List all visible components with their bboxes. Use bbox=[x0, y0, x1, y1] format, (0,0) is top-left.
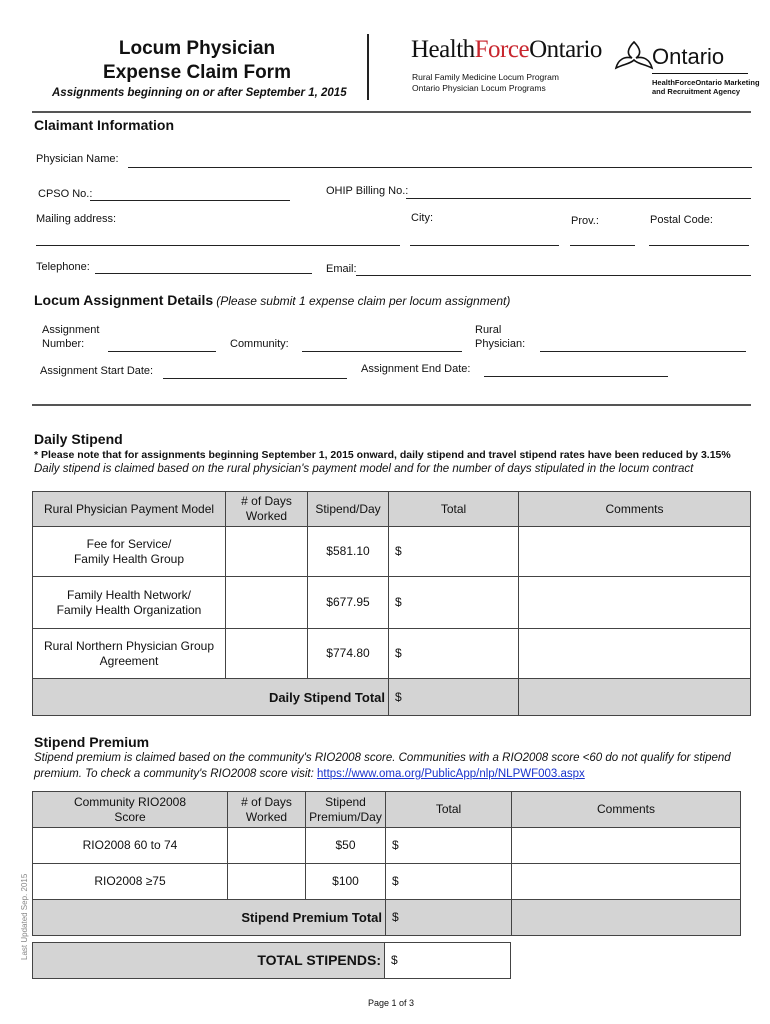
total-input[interactable]: $ bbox=[389, 527, 519, 577]
daily-stipend-total-row bbox=[33, 679, 751, 716]
ohip-label: OHIP Billing No.: bbox=[326, 185, 409, 197]
trillium-icon bbox=[614, 38, 654, 74]
model-line-1: Fee for Service/ bbox=[86, 536, 172, 551]
community-label: Community: bbox=[230, 338, 289, 350]
daily-stipend-total-input[interactable]: $ bbox=[389, 679, 519, 716]
city-field[interactable] bbox=[410, 245, 559, 246]
col-comments: Comments bbox=[512, 792, 741, 828]
premium-total-row bbox=[33, 900, 741, 936]
comments-input[interactable] bbox=[519, 527, 751, 577]
note-line-2-text: premium. To check a community's RIO2008 score visit: bbox=[34, 768, 317, 780]
assignment-heading-note: (Please submit 1 expense claim per locum assignment) bbox=[216, 294, 511, 308]
assignment-number-line-1: Assignment bbox=[42, 324, 100, 336]
model-line-2: Family Health Group bbox=[73, 551, 185, 566]
assignment-heading-wrap bbox=[34, 292, 510, 308]
last-updated-note: Last Updated Sep. 2015 bbox=[20, 873, 29, 960]
col-premium-day bbox=[306, 792, 386, 828]
ontario-logo-text: Ontario bbox=[652, 44, 725, 69]
agency-name bbox=[652, 78, 760, 96]
form-subtitle: Assignments beginning on or after September 1, 2015 bbox=[52, 87, 347, 99]
email-label: Email: bbox=[326, 263, 357, 275]
premium-total-input[interactable]: $ bbox=[386, 900, 512, 936]
days-worked-input[interactable] bbox=[226, 629, 308, 679]
assignment-number-label bbox=[42, 323, 99, 351]
end-date-label: Assignment End Date: bbox=[361, 363, 471, 375]
title-line-2: Expense Claim Form bbox=[103, 62, 291, 83]
start-date-label: Assignment Start Date: bbox=[40, 365, 154, 377]
logo-ontario-text: Ontario bbox=[529, 36, 602, 63]
table-row bbox=[33, 527, 751, 577]
premium-total-filler bbox=[512, 900, 741, 936]
model-line-2: Family Health Organization bbox=[56, 602, 202, 617]
col-rio-score bbox=[33, 792, 228, 828]
days-worked-input[interactable] bbox=[226, 577, 308, 629]
col-days-line-1: # of Days bbox=[241, 494, 292, 508]
program-line-1: Rural Family Medicine Locum Program bbox=[412, 72, 559, 82]
model-line-1: Family Health Network/ bbox=[66, 587, 192, 602]
cpso-field[interactable] bbox=[90, 200, 290, 201]
claimant-heading: Claimant Information bbox=[34, 117, 175, 133]
rate-reduction-note: * Please note that for assignments beginning September 1, 2015 onward, daily stipend and travel stipend rates have been reduced by 3.15% bbox=[34, 449, 731, 461]
logo-force-text: Force bbox=[474, 36, 530, 63]
daily-stipend-total-label: Daily Stipend Total bbox=[33, 679, 389, 716]
payment-model-cell bbox=[33, 527, 226, 577]
cpso-label: CPSO No.: bbox=[38, 188, 93, 200]
email-field[interactable] bbox=[356, 275, 751, 276]
model-line-2: Agreement bbox=[99, 653, 159, 668]
col-comments: Comments bbox=[519, 492, 751, 527]
assignment-number-field[interactable] bbox=[108, 351, 216, 352]
grand-total-input[interactable]: $ bbox=[385, 943, 511, 979]
prov-label: Prov.: bbox=[571, 215, 599, 227]
assignment-heading: Locum Assignment Details bbox=[34, 292, 214, 308]
mailing-address-label: Mailing address: bbox=[36, 213, 117, 225]
ontario-logo-rule bbox=[652, 73, 748, 74]
program-names bbox=[412, 72, 559, 94]
title-line-1: Locum Physician bbox=[118, 38, 276, 59]
rio-score-cell: RIO2008 ≥75 bbox=[33, 864, 228, 900]
stipend-section-rule bbox=[32, 404, 751, 406]
table-row bbox=[33, 577, 751, 629]
community-field[interactable] bbox=[302, 351, 462, 352]
stipend-premium-heading: Stipend Premium bbox=[34, 734, 150, 750]
assignment-number-line-2: Number: bbox=[42, 338, 85, 350]
program-line-2: Ontario Physician Locum Programs bbox=[412, 83, 546, 93]
rate-cell: $677.95 bbox=[308, 577, 389, 629]
col-rio-line-2: Score bbox=[114, 809, 146, 824]
col-stipend-day: Stipend/Day bbox=[308, 492, 389, 527]
page-number: Page 1 of 3 bbox=[368, 998, 415, 1008]
stipend-premium-note-line-2 bbox=[34, 768, 585, 780]
col-days-line-1: # of Days bbox=[241, 794, 292, 809]
rate-cell: $100 bbox=[306, 864, 386, 900]
payment-model-cell bbox=[33, 577, 226, 629]
col-total: Total bbox=[389, 492, 519, 527]
rural-physician-line-1: Rural bbox=[475, 324, 502, 336]
col-rio-line-1: Community RIO2008 bbox=[73, 794, 187, 809]
rio-score-cell: RIO2008 60 to 74 bbox=[33, 828, 228, 864]
city-label: City: bbox=[411, 212, 433, 224]
rate-cell: $581.10 bbox=[308, 527, 389, 577]
grand-total-table bbox=[32, 942, 511, 979]
col-total: Total bbox=[386, 792, 512, 828]
col-payment-model: Rural Physician Payment Model bbox=[33, 492, 226, 527]
agency-line-2: and Recruitment Agency bbox=[652, 87, 741, 96]
agency-line-1: HealthForceOntario Marketing bbox=[652, 78, 760, 87]
col-days-worked bbox=[226, 492, 308, 527]
col-premium-line-2: Premium/Day bbox=[309, 809, 382, 824]
physician-name-field[interactable] bbox=[128, 167, 752, 168]
rural-physician-line-2: Physician: bbox=[475, 338, 526, 350]
claimant-section-rule bbox=[32, 111, 751, 113]
model-line-1: Rural Northern Physician Group bbox=[43, 638, 215, 653]
table-row bbox=[33, 828, 741, 864]
total-input[interactable]: $ bbox=[389, 629, 519, 679]
form-title bbox=[92, 37, 302, 85]
comments-input[interactable] bbox=[519, 577, 751, 629]
grand-total-row bbox=[33, 943, 511, 979]
col-days-worked bbox=[228, 792, 306, 828]
postal-code-field[interactable] bbox=[649, 245, 749, 246]
ohip-field[interactable] bbox=[406, 198, 751, 199]
daily-stipend-header-row bbox=[33, 492, 751, 527]
table-row bbox=[33, 629, 751, 679]
rate-cell: $50 bbox=[306, 828, 386, 864]
premium-header-row bbox=[33, 792, 741, 828]
prov-field[interactable] bbox=[570, 245, 635, 246]
healthforceontario-logo bbox=[411, 36, 602, 64]
daily-stipend-table bbox=[32, 491, 751, 716]
table-row bbox=[33, 864, 741, 900]
col-premium-line-1: Stipend bbox=[325, 794, 366, 809]
total-input[interactable]: $ bbox=[386, 864, 512, 900]
daily-stipend-total-filler bbox=[519, 679, 751, 716]
rio-score-link[interactable]: https://www.oma.org/PublicApp/nlp/NLPWF003.aspx bbox=[316, 768, 585, 780]
total-input[interactable]: $ bbox=[386, 828, 512, 864]
comments-input[interactable] bbox=[512, 864, 741, 900]
days-worked-input[interactable] bbox=[228, 864, 306, 900]
days-worked-input[interactable] bbox=[226, 527, 308, 577]
mailing-address-field[interactable] bbox=[36, 245, 400, 246]
col-days-line-2: Worked bbox=[245, 809, 288, 824]
postal-code-label: Postal Code: bbox=[650, 214, 713, 226]
logo-health-text: Health bbox=[411, 36, 475, 63]
grand-total-label: TOTAL STIPENDS: bbox=[33, 943, 385, 979]
daily-stipend-heading: Daily Stipend bbox=[34, 431, 123, 447]
physician-name-label: Physician Name: bbox=[36, 153, 119, 165]
rural-physician-field[interactable] bbox=[540, 351, 746, 352]
telephone-label: Telephone: bbox=[36, 261, 90, 273]
rural-physician-label bbox=[475, 323, 525, 351]
end-date-field[interactable] bbox=[484, 376, 668, 377]
daily-stipend-note: Daily stipend is claimed based on the rural physician's payment model and for the number of days stipulated in the locum contract bbox=[34, 463, 694, 475]
comments-input[interactable] bbox=[512, 828, 741, 864]
total-input[interactable]: $ bbox=[389, 577, 519, 629]
telephone-field[interactable] bbox=[95, 273, 312, 274]
stipend-premium-note-line-1: Stipend premium is claimed based on the community's RIO2008 score. Communities with a RIO2008 score <60 do not qualify for stipend bbox=[34, 752, 731, 764]
days-worked-input[interactable] bbox=[228, 828, 306, 864]
premium-total-label: Stipend Premium Total bbox=[33, 900, 386, 936]
header-divider bbox=[367, 34, 369, 100]
stipend-premium-table bbox=[32, 791, 741, 936]
payment-model-cell bbox=[33, 629, 226, 679]
start-date-field[interactable] bbox=[163, 378, 347, 379]
comments-input[interactable] bbox=[519, 629, 751, 679]
rate-cell: $774.80 bbox=[308, 629, 389, 679]
col-days-line-2: Worked bbox=[245, 509, 288, 523]
